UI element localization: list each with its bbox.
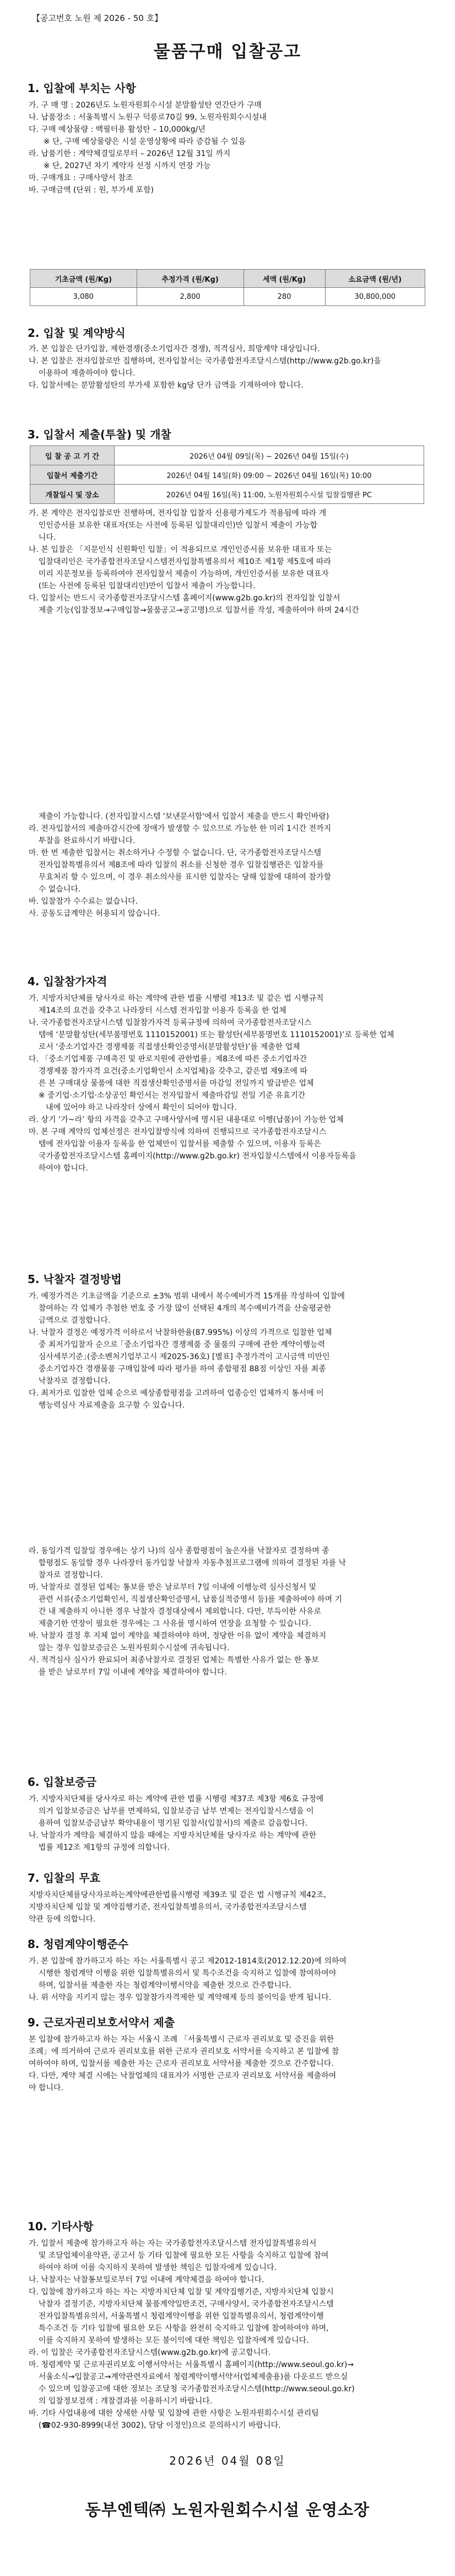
header-tax: 세액 (원/Kg): [243, 270, 325, 288]
section-1-heading: 1. 입찰에 부치는 사항: [28, 82, 136, 95]
annual-amount-value: 30,800,000: [325, 288, 425, 306]
signature-date: 2026년 04월 08일: [169, 2454, 286, 2467]
section-1-body: 가. 구 매 명 : 2026년도 노원자원회수시설 분말활성탄 연간단가 구매 나. 납품장소 : 서울특별시 노원구 덕릉로70길 99, 노원자원회수시설내 다. 구매 예상물량 : 백필터용 활성탄 – 10,000kg/년 ※ 단, 구매 예상물량은 시설 운영상황에 따라 증감될 수 있음 라. 납품기한 : 계약체결일로부터 – 2026년 12월 31일 까지 ※ 단, 2027년 차기 계약자 선정 시까지 연장 가능 마. 구매개요 : 구매사양서 참조 바. 구매금액 (단위 : 원, 부가세 포함): [29, 101, 267, 195]
table-row: [30, 485, 424, 504]
page-title: 물품구매 입찰공고: [153, 42, 302, 62]
schedule-label: 입 찰 공 고 기 간: [30, 446, 115, 465]
table-row: [30, 465, 424, 485]
base-price-value: 3,080: [30, 288, 137, 306]
header-annual-amount: 소요금액 (원/년): [325, 270, 425, 288]
section-7-heading: 7. 입찰의 무효: [28, 1871, 101, 1885]
section-3-heading: 3. 입찰서 제출(투찰) 및 개찰: [28, 428, 171, 441]
schedule-label: 입찰서 제출기간: [30, 465, 115, 485]
header-base-price: 기초금액 (원/Kg): [30, 270, 137, 288]
price-table: [30, 269, 425, 306]
section-7-body: 지방자치단체를당사자로하는계약에관한법률시행령 제39조 및 같은 법 시행규칙 제42조, 지방자치단체 입찰 및 계약집행기준, 전자입찰특별유의서, 국가종합전자조달시스템 약관 등에 의합니다.: [29, 1891, 327, 1924]
section-5-body: 가. 예정가격은 기초금액을 기준으로 ±3% 범위 내에서 복수예비가격 15개를 작성하여 입찰에 참여하는 각 업체가 추첨한 번호 중 가장 많이 선택된 4개의 복수예비가격을 산술평균한 금액으로 결정합니다. 나. 낙찰자 결정은 예정가격 이하로서 낙찰하한율(87.995%) 이상의 가격으로 입찰한 업체 중 최저가입찰자 순으로 ｢중소기업자간 경쟁제품 중 물품의 구매에 관한 계약이행능력 심사세부기준｣(중소벤처기업부고시 제2025-36호) [별표] 추정가격이 고시금액 미만인 중소기업자간 경쟁물품 구매입찰에 따라 평가를 하여 종합평점 88점 이상인 자를 최종 낙찰자로 결정합니다. 다. 최저가로 입찰한 업체 순으로 예상종합평점을 고려하여 업종승인 업체까지 통서에 이 행능력심사 자료제출을 요구할 수 있습니다. 라. 동일가격 입찰일 경우에는 상기 나)의 심사 종합평점이 높은자를 낙찰자로 결정하며 종 합평점도 동일할 경우 나라장터 동가입찰 낙찰자 자동추첨프로그램에 의하여 결정된 자를 낙 찰자로 결정합니다. 마. 낙찰자로 결정된 업체는 통보를 받은 날로부터 7일 이내에 이행능력 심사신청서 및 관련 서류(중소기업확인서, 직접생산확인증명서, 납품실적증명서 등)를 제출하여야 하며 기 간 내 제출하지 아니한 경우 낙찰자 결정대상에서 제외합니다. 다만, 부득이한 사유로 제출기한 연장이 필요한 경우에는 그 사유를 명시하여 연장을 요청할 수 있습니다. 바. 낙찰자 결정 후 지체 없이 계약을 체결하여야 하며, 정당한 이유 없이 계약을 체결하지 않는 경우 입찰보증금은 노원자원회수시설에 귀속됩니다. 사. 적격심사 심사가 완료되어 최종낙찰자로 결정된 업체는 특별한 사유가 없는 한 통보 를 받은 날로부터 7일 이내에 계약을 체결하여야 합니다.: [29, 1292, 346, 1677]
schedule-table: [30, 446, 424, 504]
schedule-label: 개찰일시 및 장소: [30, 485, 115, 504]
tax-value: 280: [243, 288, 325, 306]
price-table-header-row: [30, 270, 425, 288]
schedule-value: 2026년 04월 16일(목) 11:00, 노원자원회수시설 입찰집행관 PC: [115, 485, 424, 504]
schedule-value: 2026년 04월 09일(목) ~ 2026년 04월 15일(수): [115, 446, 424, 465]
schedule-value: 2026년 04월 14일(화) 09:00 ~ 2026년 04월 16일(목) 10:00: [115, 465, 424, 485]
section-10-body: 가. 입찰서 제출에 참가하고자 하는 자는 국가종합전자조달시스템 전자입찰특별유의서 및 조달업체이용약관, 공고서 등 기타 입찰에 필요한 모든 사항을 숙지하고 입찰에 참여 하여야 하며 이를 숙지하지 못하여 발생한 책임은 입찰자에게 있습니다. 나. 낙찰자는 낙찰통보일로부터 7일 이내에 계약체결을 하여야 합니다. 다. 입찰에 참가하고자 하는 자는 지방자치단체 입찰 및 계약집행기준, 지방자치단체 입찰시 낙찰자 결정기준, 지방자치단체 물품계약일반조건, 구매사양서, 국가종합전자조달시스템 전자입찰특별유의서, 서울특별시 청렴계약이행을 위한 입찰특별유의서, 청렴계약이행 특수조건 등 기타 입찰에 필요한 모든 사항을 완전히 숙지하고 입찰에 참여하여야 하며, 이를 숙지하지 못하여 발생하는 모든 불이익에 대한 책임은 입찰자에게 있습니다. 라. 이 입찰은 국가종합전자조달시스템(www.g2b.go.kr)에 공고합니다. 마. 청렴계약 및 근로자권리보호 이행서약서는 서울특별시 홈페이지(http://www.seoul.go.kr)→ 서울소식→입찰공고→계약관련자료에서 청렴계약이행서약서(업체제출용)를 다운로드 받으실 수 있으며 입찰공고에 대한 정보는 조달청 국가종합전자조달시스템(http://www.seoul.go.kr) 의 입찰정보검색 : 개찰결과를 이용하시기 바랍니다. 바. 기타 사업내용에 대한 상세한 사항 및 입찰에 관한 사항은 노원자원회수시설 관리팀 (☎02-930-8999(내선 3002), 담당 이정인)으로 문의하시기 바랍니다.: [29, 2239, 355, 2430]
section-10-heading: 10. 기타사항: [28, 2220, 94, 2233]
section-8-body: 가. 본 입찰에 참가하고자 하는 자는 서울특별시 공고 제2012-1814호(2012.12.20)에 의하여 시행한 청렴계약 이행을 위한 입찰특별유의서 및 특수조건을 숙지하고 입찰에 참여하여야 하며, 입찰서를 제출한 자는 청렴계약이행서약을 제출한 것으로 간주합니다. 나. 위 서약을 지키지 않는 경우 입찰참가자격제한 및 계약해제 등의 불이익을 받게 됩니다.: [29, 1957, 347, 2002]
table-row: [30, 288, 425, 306]
estimated-price-value: 2,800: [137, 288, 243, 306]
table-row: [30, 446, 424, 465]
header-estimated-price: 추정가격 (원/Kg): [137, 270, 243, 288]
section-3-body: 가. 본 계약은 전자입찰로만 진행하며, 전자입찰 입찰자 신용평가제도가 적용됨에 따라 개 인인증서를 보유한 대표자(또는 사전에 등록된 입찰대리인)만 입찰서 제출이 가능합 니다. 나. 본 입찰은 「지문인식 신원확인 입찰」이 적용되므로 개인인증서를 보유한 대표자 또는 입찰대리인은 국가종합전자조달시스템전자입찰특별유의서 제10조 제1항 제5호에 따라 미리 지문정보를 등록하여야 전자입찰서 제출이 가능하며, 개인인증서를 보유한 대표자 (또는 사전에 등록된 입찰대리인)만이 입찰서 제출이 가능합니다. 다. 입찰서는 반드시 국가종합전자조달시스템 홈페이지(www.g2b.go.kr)의 전자입찰 입찰서 제출 기능(입찰정보→구매입찰→물품공고→공고명)으로 입찰서를 작성, 제출하여야 하며 24시간 제출이 가능합니다. (전자입찰시스템 '보낸문서함'에서 입찰서 제출을 반드시 확인바람) 라. 전자입찰서의 제출마감시간에 장애가 발생할 수 있으므로 가능한 한 미리 1시간 전까지 투찰을 완료하시기 바랍니다. 마. 한 번 제출한 입찰서는 취소하거나 수정할 수 없습니다. 단, 국가종합전자조달시스템 전자입찰특별유의서 제8조에 따라 입찰의 취소를 신청한 경우 입찰집행관은 입찰자를 무효처리 할 수 있으며, 이 경우 취소의사를 표시한 입찰자는 당해 입찰에 대하여 참가할 수 없습니다. 바. 입찰참가 수수료는 없습니다. 사. 공동도급계약은 허용되지 않습니다.: [29, 509, 359, 918]
signature-organization: 동부엔텍㈜ 노원자원회수시설 운영소장: [85, 2500, 370, 2519]
section-2-heading: 2. 입찰 및 계약방식: [28, 326, 126, 340]
notice-number: 【공고번호 노원 제 2026 - 50 호】: [32, 13, 163, 23]
section-5-heading: 5. 낙찰자 결정방법: [28, 1273, 122, 1286]
section-4-body: 가. 지방자치단체를 당사자로 하는 계약에 관한 법률 시행령 제13조 및 같은 법 시행규칙 제14조의 요건을 갖추고 나라장터 시스템 전자입찰 이용자 등록을 한 업체 나. 국가종합전자조달시스템 입찰참가자격 등록규정에 의하여 국가종합전자조달시스 템에 ‘분말활성탄(세부품명번호 1110152001) 또는 활성탄(세부품명번호 1110152001)’로 등록한 업체 로서 ‘중소기업자간 경쟁제품 직접생산확인증명서(분말활성탄)’를 제출한 업체 다. 「중소기업제품 구매촉진 및 판로지원에 관한법률」제8조에 따른 중소기업자간 경쟁제품 참가자격 요건(중소기업확인서 소지업체)을 갖추고, 같은법 제9조에 따 른 본 구매대상 물품에 대한 직접생산확인증명서를 마감일 전일까지 발급받은 업체 ※ 중기업·소기업·소상공인 확인서는 전자입찰서 제출마감일 전일 기준 유효기간 내에 있어야 하고 나라장터 상에서 확인이 되어야 합니다. 라. 상기 ‘가~라’ 항의 자격을 갖추고 구매사양서에 명시된 내용대로 이행(납품)이 가능한 업체 마. 본 구매 계약의 업체선정은 전자입찰방식에 의하여 진행되므로 국가종합전자조달시스 템에 전자입찰 이용자 등록을 한 업체만이 입찰서를 제출할 수 있으며, 이용자 등록은 국가종합전자조달시스템 홈페이지(http://www.g2b.go.kr) 전자입찰시스템에서 이용자등록을 하여야 합니다.: [29, 994, 394, 1173]
section-9-heading: 9. 근로자권리보호서약서 제출: [28, 2016, 175, 2029]
section-4-heading: 4. 입찰참가자격: [28, 975, 107, 988]
section-6-body: 가. 지방자치단체를 당사자로 하는 계약에 관한 법률 시행령 제37조 제3항 제6호 규정에 의거 입찰보증금은 납부를 면제하되, 입찰보증금 납부 면제는 전자입찰시스템을 이 용하여 입찰보증금납부 확약내용이 명기된 입찰서(입찰서)의 제출로 갈음합니다. 나. 낙찰자가 계약을 체결하지 않을 때에는 지방자치단체를 당사자로 하는 계약에 관한 법률 제12조 제1항의 규정에 의합니다.: [29, 1795, 324, 1852]
section-2-body: 가. 본 입찰은 단가입찰, 제한경쟁(중소기업자간 경쟁), 적격심사, 희망계약 대상입니다. 나. 본 입찰은 전자입찰로만 집행하며, 전자입찰서는 국가종합전자조달시스템(http://www.g2b.go.kr)을 이용하여 제출하여야 합니다. 다. 입찰서에는 분말활성탄의 부가세 포함한 kg당 단가 금액을 기재하여야 합니다.: [29, 345, 381, 390]
section-8-heading: 8. 청렴계약이행준수: [28, 1938, 129, 1951]
section-9-body: 본 입찰에 참가하고자 하는 자는 서울시 조례 「서울특별시 근로자 권리보호 및 증진을 위한 조례」에 의거하여 근로자 권리보호를 위한 근로자 권리보호 서약서를 숙지하고 본 입찰에 참 여하여야 하며, 입찰서를 제출한 자는 근로자 권리보호 서약서를 제출한 것으로 간주합니다. 다. 다만, 계약 체결 시에는 낙찰업체의 대표자가 서명한 근로자 권리보호 서약서를 제출하여 야 합니다.: [29, 2035, 339, 2092]
section-6-heading: 6. 입찰보증금: [28, 1775, 97, 1789]
